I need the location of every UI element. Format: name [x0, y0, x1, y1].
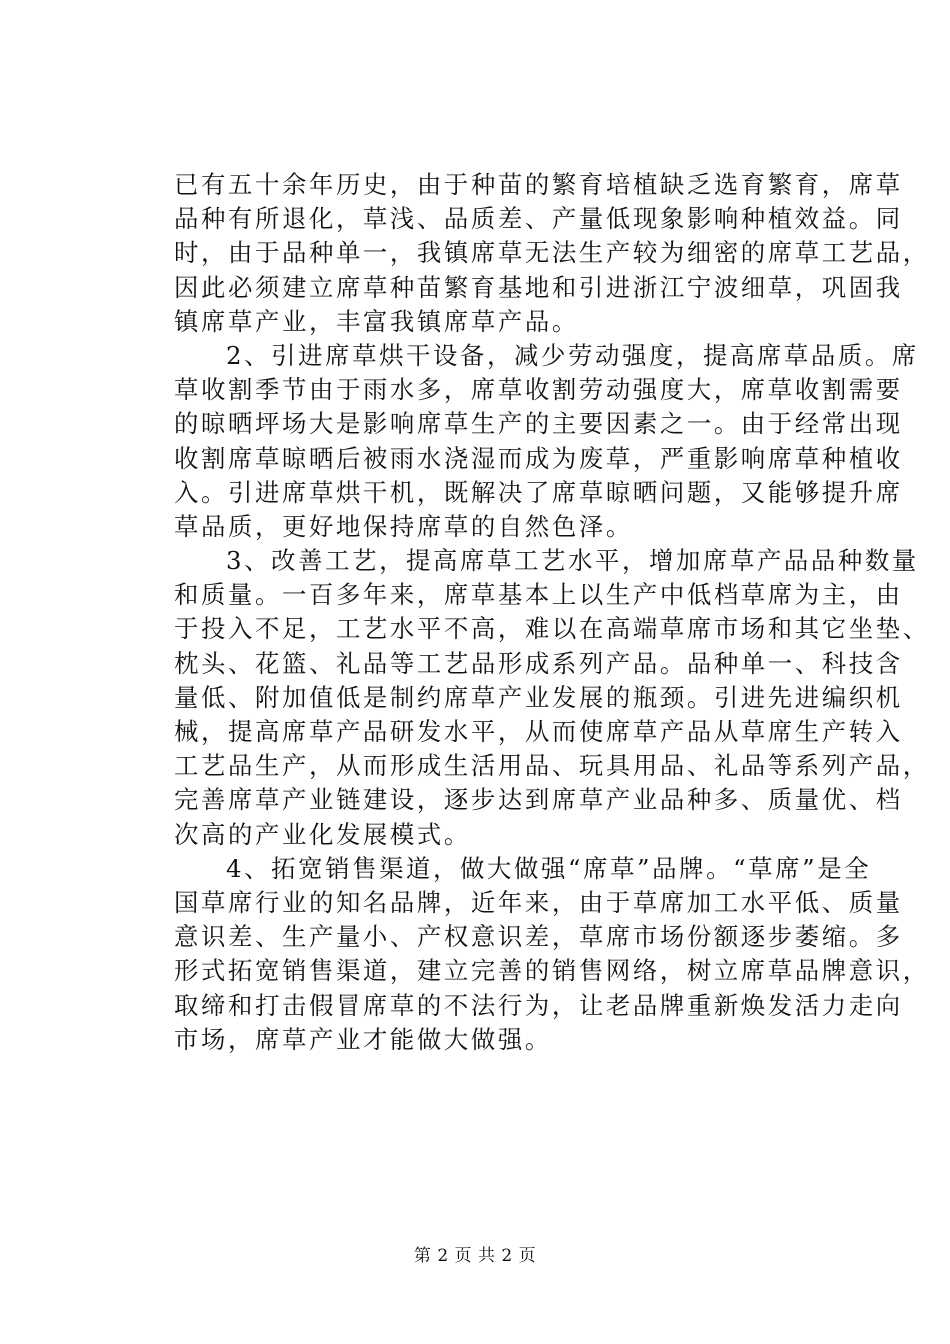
text-line: 收割席草晾晒后被雨水浇湿而成为废草，严重影响席草种植收 [174, 443, 903, 473]
text-line: 次高的产业化发展模式。 [174, 819, 471, 849]
text-line: 因此必须建立席草种苗繁育基地和引进浙江宁波细草，巩固我 [174, 272, 903, 302]
page-footer: 第 2 页 共 2 页 [413, 1246, 537, 1266]
text-line: 时，由于品种单一，我镇席草无法生产较为细密的席草工艺品， [174, 238, 930, 268]
text-line: 品种有所退化，草浅、品质差、产量低现象影响种植效益。同 [174, 204, 903, 234]
document-body [174, 168, 930, 1057]
text-line: 工艺品生产，从而形成生活用品、玩具用品、礼品等系列产品， [174, 751, 930, 781]
text-line: 形式拓宽销售渠道，建立完善的销售网络，树立席草品牌意识， [174, 956, 930, 986]
text-line: 取缔和打击假冒席草的不法行为，让老品牌重新焕发活力走向 [174, 990, 903, 1020]
text-line: 国草席行业的知名品牌，近年来，由于草席加工水平低、质量 [174, 887, 903, 917]
text-line: 草品质，更好地保持席草的自然色泽。 [174, 511, 633, 541]
paragraph-1 [174, 168, 930, 339]
text-line: 和质量。一百多年来，席草基本上以生产中低档草席为主，由 [174, 580, 903, 610]
text-line: 4、拓宽销售渠道，做大做强“席草”品牌。“草席”是全 [226, 853, 872, 883]
text-line: 市场，席草产业才能做大做强。 [174, 1024, 552, 1054]
text-line: 3、改善工艺，提高席草工艺水平，增加席草产品品种数量 [226, 546, 919, 576]
text-line: 枕头、花篮、礼品等工艺品形成系列产品。品种单一、科技含 [174, 648, 903, 678]
text-line: 于投入不足，工艺水平不高，难以在高端草席市场和其它坐垫、 [174, 614, 930, 644]
text-line: 入。引进席草烘干机，既解决了席草晾晒问题，又能够提升席 [174, 477, 903, 507]
text-line: 量低、附加值低是制约席草产业发展的瓶颈。引进先进编织机 [174, 682, 903, 712]
text-line: 意识差、生产量小、产权意识差，草席市场份额逐步萎缩。多 [174, 922, 903, 952]
paragraph-2 [174, 339, 919, 544]
text-line: 2、引进席草烘干设备，减少劳动强度，提高席草品质。席 [226, 340, 919, 370]
text-line: 械，提高席草产品研发水平，从而使席草产品从草席生产转入 [174, 717, 903, 746]
text-line: 镇席草产业，丰富我镇席草产品。 [174, 306, 579, 336]
paragraph-4 [174, 852, 930, 1057]
text-line: 的晾晒坪场大是影响席草生产的主要因素之一。由于经常出现 [174, 409, 903, 439]
text-line: 已有五十余年历史，由于种苗的繁育培植缺乏选育繁育，席草 [174, 170, 903, 199]
text-line: 草收割季节由于雨水多，席草收割劳动强度大，席草收割需要 [174, 375, 903, 405]
paragraph-3 [174, 544, 930, 852]
text-line: 完善席草产业链建设，逐步达到席草产业品种多、质量优、档 [174, 785, 903, 815]
